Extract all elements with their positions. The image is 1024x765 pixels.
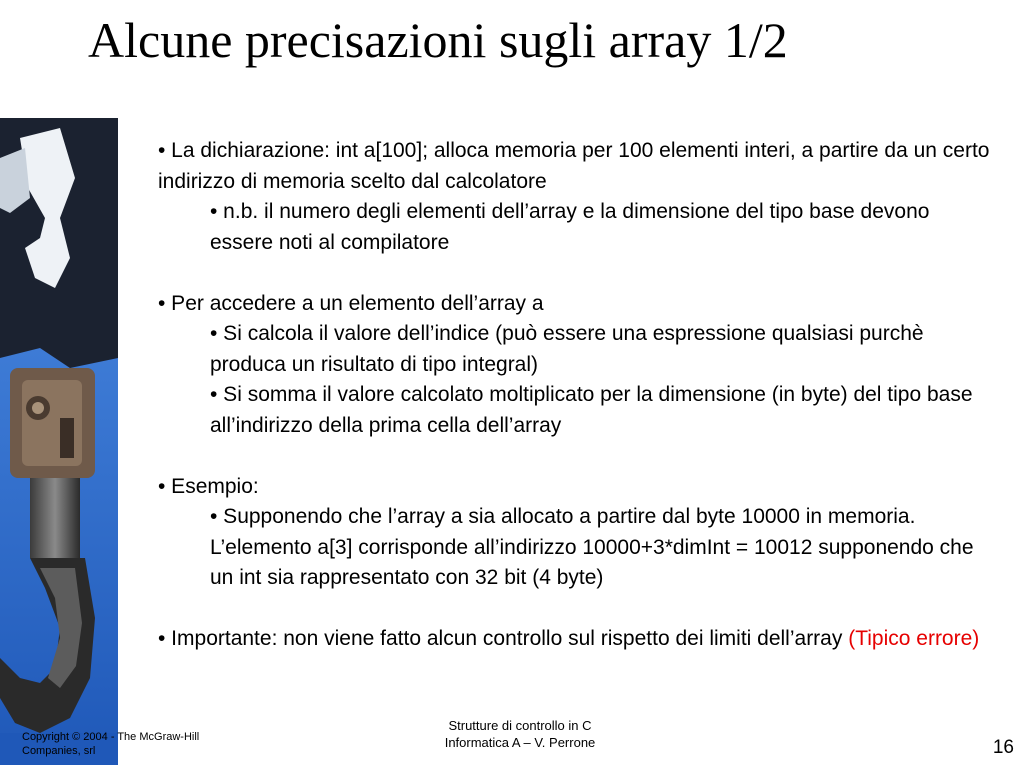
footer-line-1: Strutture di controllo in C <box>448 718 592 733</box>
copyright-notice: Copyright © 2004 - The McGraw-Hill Companies, srl <box>22 731 200 757</box>
bullet-important <box>158 624 998 655</box>
crane-hook-image <box>0 118 118 765</box>
bullet-declaration: • La dichiarazione: int a[100]; alloca memoria per 100 elementi interi, a partire da un certo indirizzo di memoria scelto dal calcolatore <box>158 139 990 193</box>
slide-body <box>158 136 998 655</box>
footer-course-info <box>380 717 660 751</box>
footer-line-2: Informatica A – V. Perrone <box>444 735 596 750</box>
sub-bullet-address: • Si somma il valore calcolato moltiplicato per la dimensione (in byte) del tipo base all’indirizzo della prima cella dell’array <box>210 383 973 437</box>
page-number: 16 <box>992 737 1014 758</box>
bullet-example: • Esempio: <box>158 474 259 498</box>
important-text: • Importante: non viene fatto alcun controllo sul rispetto dei limiti dell’array <box>158 627 843 650</box>
typical-error-highlight: (Tipico errore) <box>848 627 980 650</box>
slide-title: Alcune precisazioni sugli array 1/2 <box>88 12 788 68</box>
sub-bullet-example-detail: • Supponendo che l’array a sia allocato a partire dal byte 10000 in memoria. L’elemento a[3] corrisponde all’indirizzo 10000+3*dimInt = 10012 supponendo che un int sia rappresentato con 32 bit (4 byte) <box>210 505 974 589</box>
sub-bullet-compile-time: • n.b. il numero degli elementi dell’array e la dimensione del tipo base devono essere noti al compilatore <box>210 200 930 254</box>
sub-bullet-index: • Si calcola il valore dell’indice (può essere una espressione qualsiasi purchè produca un risultato di tipo integral) <box>210 322 924 376</box>
bullet-access: • Per accedere a un elemento dell’array a <box>158 291 544 315</box>
